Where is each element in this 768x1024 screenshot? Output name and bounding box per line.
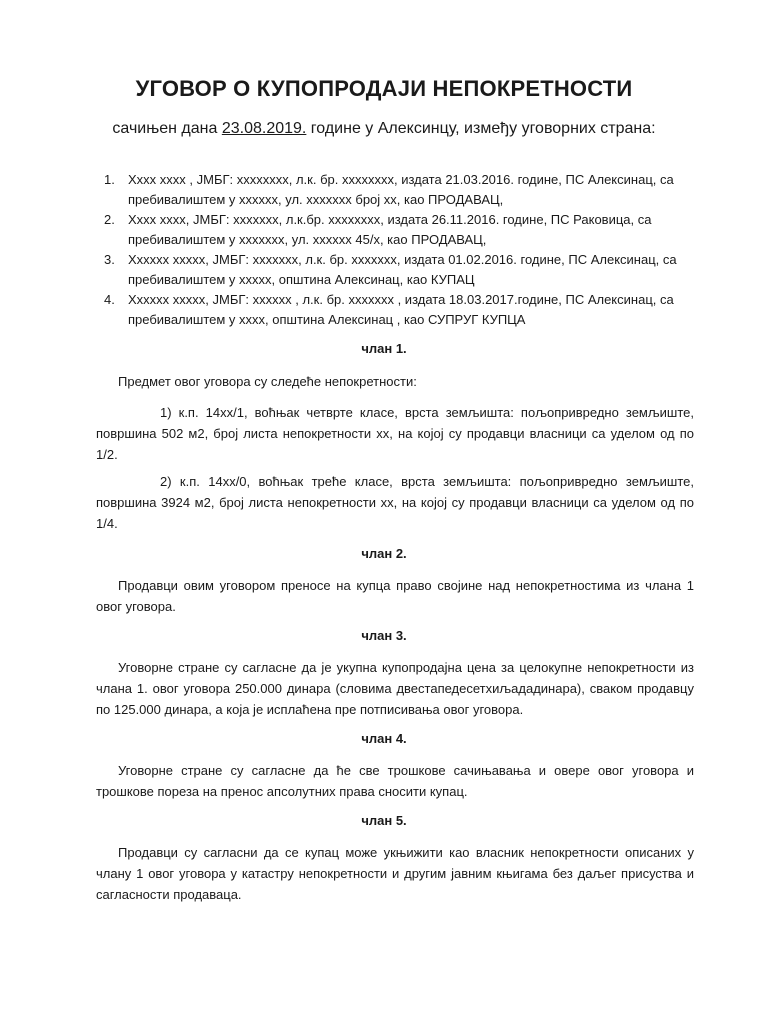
list-item-number: 2. [104,212,115,227]
list-item [104,290,704,330]
list-item [104,170,704,210]
subtitle-before: сачињен дана [112,120,222,137]
clause-2-text: Продавци овим уговором преносе на купца право својине над непокретностима из члана 1 овог уговора. [96,578,694,614]
list-item-number: 4. [104,292,115,307]
list-item-number: 3. [104,252,115,267]
clause-4-heading: члан 4. [361,731,407,746]
clause-1-item-2: 2) к.п. 14хх/0, воћњак треће класе, врста земљишта: пољопривредно земљиште, површина 3924 м2, број листа непокретности хх, на којој су продавци власници са уделом од по 1/4. [96,474,694,531]
list-item [104,210,704,250]
clause-3-text: Уговорне стране су сагласне да је укупна купопродајна цена за целокупне непокретности из члана 1. овог уговора 250.000 динара (словима двестапедесетхиљададинара), сваком продавцу по 125.000 динара, а која је исплаћена пре потписивања овог уговора. [96,660,694,717]
document-title: УГОВОР О КУПОПРОДАЈИ НЕПОКРЕТНОСТИ [135,76,633,101]
list-item-text: Хххххх ххххх, ЈМБГ: хххххх , л.к. бр. ххххххх , издата 18.03.2017.године, ПС Алексинац, са пребивалиштем у хххх, општина Алексинац , као СУПРУГ КУПЦА [128,292,674,327]
document-subtitle [0,120,768,138]
contract-date: 23.08.2019. [221,120,307,137]
list-item-text: Хххх хххх, ЈМБГ: ххххххх, л.к.бр. хххххххх, издата 26.11.2016. године, ПС Раковица, са пребивалиштем у ххххххх, ул. хххххх 45/х, као ПРОДАВАЦ, [128,212,652,247]
clause-5-text: Продавци су сагласни да се купац може укњижити као власник непокретности описаних у члану 1 овог уговора у катастру непокретности и другим јавним књигама без даљег присуства и сагласности продаваца. [96,845,694,902]
parties-list [104,170,704,330]
clause-3-heading: члан 3. [361,628,407,643]
list-item-text: Хххх хххх , ЈМБГ: хххххххх, л.к. бр. хххххххх, издата 21.03.2016. године, ПС Алексинац, са пребивалиштем у хххххх, ул. ххххххх број хх, као ПРОДАВАЦ, [128,172,674,207]
clause-1-intro: Предмет овог уговора су следеће непокретности: [118,374,417,389]
clause-5-heading: члан 5. [361,813,407,828]
list-item-text: Хххххх ххххх, ЈМБГ: ххххххх, л.к. бр. ххххххх, издата 01.02.2016. године, ПС Алексинац, са пребивалиштем у ххххх, општина Алексинац, као КУПАЦ [128,252,677,287]
subtitle-after: године у Алексинцу, између уговорних страна: [306,120,656,137]
clause-1-heading: члан 1. [361,341,407,356]
clause-1-item-1: 1) к.п. 14хх/1, воћњак четврте класе, врста земљишта: пољопривредно земљиште, површина 502 м2, број листа непокретности хх, на којој су продавци власници са уделом од по 1/2. [96,405,694,462]
list-item-number: 1. [104,172,115,187]
clause-4-text: Уговорне стране су сагласне да ће све трошкове сачињавања и овере овог уговора и трошкове пореза на пренос апсолутних права сносити купац. [96,763,694,799]
clause-2-heading: члан 2. [361,546,407,561]
list-item [104,250,704,290]
